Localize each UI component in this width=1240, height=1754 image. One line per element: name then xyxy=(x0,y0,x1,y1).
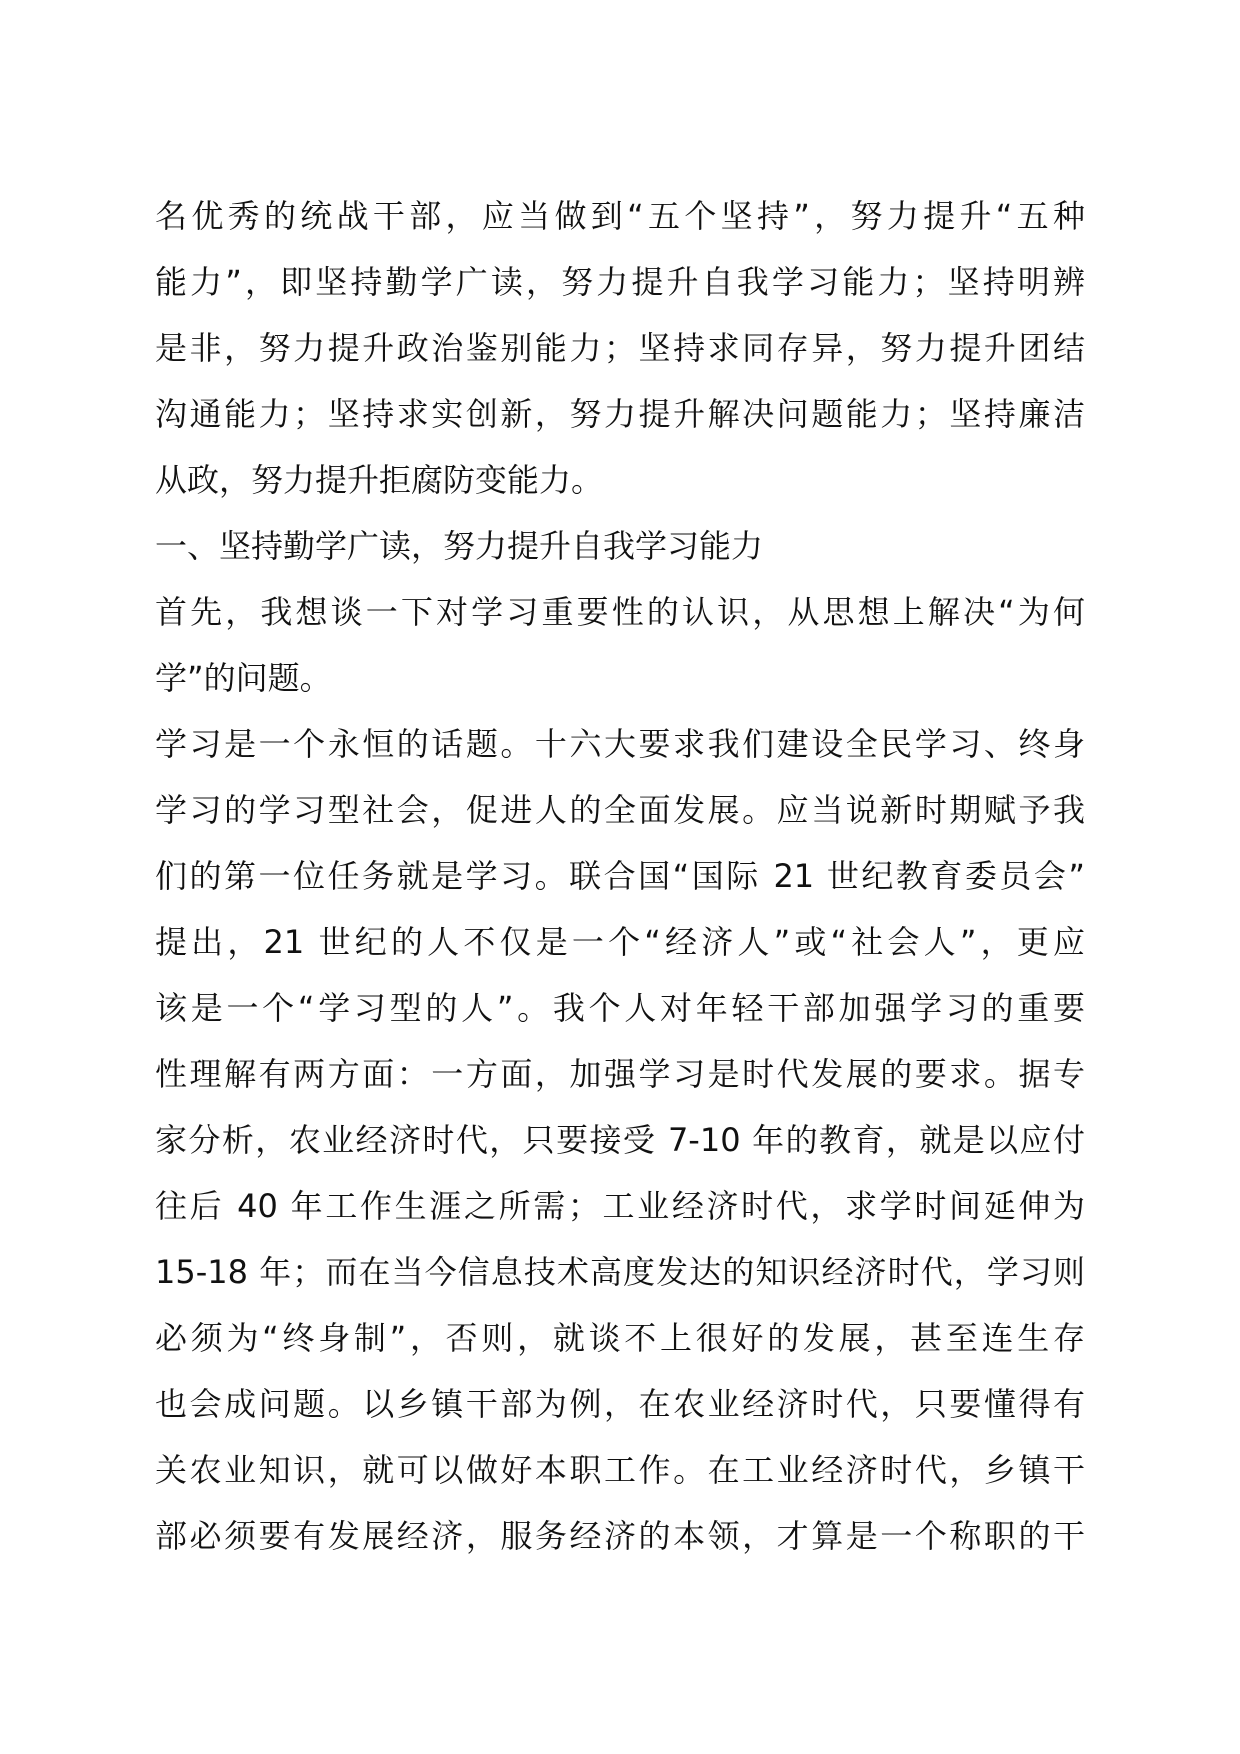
text-line: 名优秀的统战干部，应当做到“五个坚持”，努力提升“五种 xyxy=(155,197,1085,235)
text-line: 是非，努力提升政治鉴别能力；坚持求同存异，努力提升团结 xyxy=(155,329,1085,367)
text-line: 从政，努力提升拒腐防变能力。 xyxy=(155,461,604,499)
text-line: 该是一个“学习型的人”。我个人对年轻干部加强学习的重要 xyxy=(155,989,1085,1027)
text-line: 部必须要有发展经济，服务经济的本领，才算是一个称职的干 xyxy=(155,1517,1085,1555)
text-line: 沟通能力；坚持求实创新，努力提升解决问题能力；坚持廉洁 xyxy=(155,395,1085,433)
text-line: 也会成问题。以乡镇干部为例，在农业经济时代，只要懂得有 xyxy=(155,1385,1085,1423)
text-line: 学”的问题。 xyxy=(155,659,332,697)
text-line: 学习的学习型社会，促进人的全面发展。应当说新时期赋予我 xyxy=(155,791,1085,829)
text-line: 首先，我想谈一下对学习重要性的认识，从思想上解决“为何 xyxy=(155,593,1085,631)
text-line: 往后 40 年工作生涯之所需；工业经济时代，求学时间延伸为 xyxy=(155,1187,1085,1225)
text-line: 15-18 年；而在当今信息技术高度发达的知识经济时代，学习则 xyxy=(155,1253,1085,1291)
text-line: 一、坚持勤学广读，努力提升自我学习能力 xyxy=(155,527,764,565)
text-line: 提出，21 世纪的人不仅是一个“经济人”或“社会人”，更应 xyxy=(155,923,1085,961)
text-line: 必须为“终身制”，否则，就谈不上很好的发展，甚至连生存 xyxy=(155,1319,1085,1357)
document-body xyxy=(155,183,1085,1569)
text-line: 性理解有两方面：一方面，加强学习是时代发展的要求。据专 xyxy=(155,1055,1085,1093)
text-line: 关农业知识，就可以做好本职工作。在工业经济时代，乡镇干 xyxy=(155,1451,1085,1489)
text-line: 家分析，农业经济时代，只要接受 7-10 年的教育，就是以应付 xyxy=(155,1121,1085,1159)
text-line: 能力”，即坚持勤学广读，努力提升自我学习能力；坚持明辨 xyxy=(155,263,1085,301)
text-line: 学习是一个永恒的话题。十六大要求我们建设全民学习、终身 xyxy=(155,725,1085,763)
text-line: 们的第一位任务就是学习。联合国“国际 21 世纪教育委员会” xyxy=(155,857,1085,895)
